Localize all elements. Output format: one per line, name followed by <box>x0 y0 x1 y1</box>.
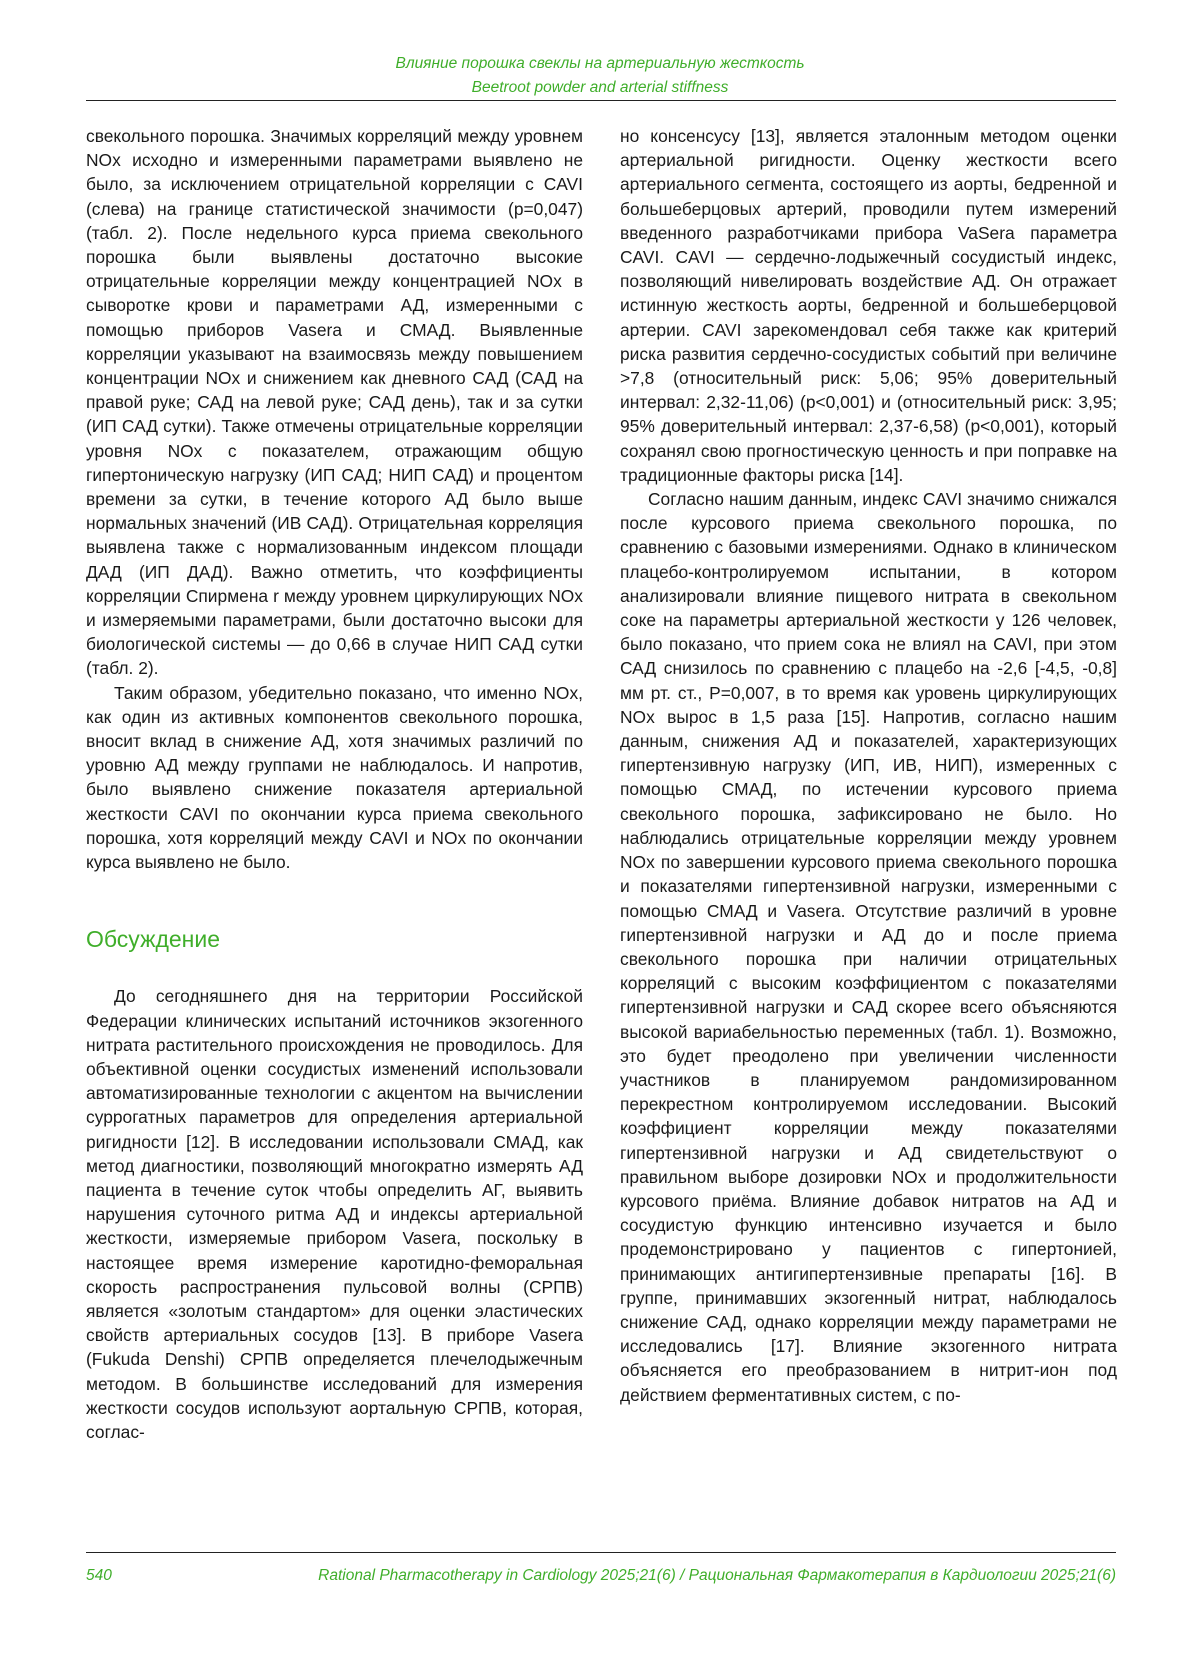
running-head-title-en: Beetroot powder and arterial stiffness <box>471 79 729 96</box>
body-paragraph: Таким образом, убедительно показано, что именно NOx, как один из активных компонентов свекольного порошка, вносит вклад в снижение АД, хотя значимых различий по уровню АД между группами не наблюдалось. И напротив, было выявлено снижение показателя артериальной жесткости CAVI по окончании курса приема свекольного порошка, хотя корреляций между CAVI и NOx по окончании курса выявлено не было. <box>86 682 583 873</box>
body-paragraph: свекольного порошка. Значимых корреляций между уровнем NOx исходно и измеренными параметрами выявлено не было, за исключением отрицательной корреляции с CAVI (слева) на границе статистической значимости (p=0,047) (табл. 2). После недельного курса приема свекольного порошка были выявлены достаточно высокие отрицательные корреляции между концентрацией NOx в сыворотке крови и параметрами АД, измеренными с помощью приборов Vasera и СМАД. Выявленные корреляции указывают на взаимосвязь между повышением концентрации NOx и снижением как дневного САД (САД на правой руке; САД на левой руке; САД день), так и за сутки (ИП САД сутки). Также отмечены отрицательные корреляции уровня NOx с показателем, отражающим общую гипертоническую нагрузку (ИП САД; НИП САД) и процентом времени за сутки, в течение которого АД было выше нормальных значений (ИВ САД). Отрицательная корреляция выявлена также с нормализованным индексом площади ДАД (ИП ДАД). Важно отметить, что коэффициенты корреляции Спирмена r между уровнем циркулирующих NOx и измеряемыми параметрами, были достаточно высоки для биологической системы — до 0,66 в случае НИП САД сутки (табл. 2). <box>86 126 583 679</box>
footer-rule <box>86 1552 1116 1553</box>
left-column <box>86 124 583 1444</box>
running-head-title-ru: Влияние порошка свеклы на артериальную жесткость <box>395 55 805 72</box>
section-heading-discussion: Обсуждение <box>86 926 221 953</box>
right-column <box>620 124 1117 1407</box>
body-paragraph: Согласно нашим данным, индекс CAVI значимо снижался после курсового приема свекольного порошка, по сравнению с базовыми измерениями. Однако в клиническом плацебо-контролируемом испытании, в котором анализировали влияние пищевого нитрата в свекольном соке на параметры артериальной жесткости у 126 человек, было показано, что прием сока не влиял на CAVI, при этом САД снизилось по сравнению с плацебо на -2,6 [-4,5, -0,8] мм рт. ст., P=0,007, в то время как уровень циркулирующих NOx вырос в 1,5 раза [15]. Напротив, согласно нашим данным, снижения АД и показателей, характеризующих гипертензивную нагрузку (ИП, ИВ, НИП), измеренных с помощью СМАД, по истечении курсового приема свекольного порошка, зафиксировано не было. Но наблюдались отрицательные корреляции между уровнем NOx по завершении курсового приема свекольного порошка и показателями гипертензивной нагрузки, измеренными с помощью СМАД и Vasera. Отсутствие различий в уровне гипертензивной нагрузки и АД до и после приема свекольного порошка при наличии отрицательных корреляций с высоким коэффициентом с показателями гипертензивной нагрузки и САД скорее всего объясняются высокой вариабельностью переменных (табл. 1). Возможно, это будет преодолено при увеличении численности участников в планируемом рандомизированном перекрестном контролируемом исследовании. Высокий коэффициент корреляции между показателями гипертензивной нагрузки и АД свидетельствуют о правильном выборе дозировки NOx и продолжительности курсового приёма. Влияние добавок нитратов на АД и сосудистую функцию интенсивно изучается и было продемонстрировано у пациентов с гипертонией, принимающих антигипертензивные препараты [16]. В группе, принимавших экзогенный нитрат, наблюдалось снижение САД, однако корреляции между параметрами не исследовались [17]. Влияние экзогенного нитрата объясняется его преобразованием в нитрит-ион под действием ферментативных систем, с по- <box>620 489 1117 1405</box>
header-rule <box>86 100 1116 101</box>
running-head <box>0 52 1200 100</box>
page-number: 540 <box>86 1567 112 1584</box>
body-paragraph: До сегодняшнего дня на территории Российской Федерации клинических испытаний источников экзогенного нитрата растительного происхождения не проводилось. Для объективной оценки сосудистых изменений использовали автоматизированные технологии с акцентом на вычислении суррогатных параметров для определения артериальной ригидности [12]. В исследовании использовали СМАД, как метод диагностики, позволяющий многократно измерять АД пациента в течение суток чтобы определить АГ, выявить нарушения суточного ритма АД и индексы артериальной жесткости, измеряемые прибором Vasera, поскольку в настоящее время измерение каротидно-феморальная скорость распространения пульсовой волны (СРПВ) является «золотым стандартом» для оценки эластических свойств артериальных сосудов [13]. В приборе Vasera (Fukuda Denshi) СРПВ определяется плечелодыжечным методом. В большинстве исследований для измерения жесткости сосудов используют аортальную СРПВ, которая, соглас- <box>86 986 583 1442</box>
body-paragraph: но консенсусу [13], является эталонным методом оценки артериальной ригидности. Оценку жесткости всего артериального сегмента, состоящего из аорты, бедренной и большеберцовых артерий, проводили путем измерений введенного разработчиками прибора VaSera параметра CAVI. CAVI — сердечно-лодыжечный сосудистый индекс, позволяющий нивелировать воздействие АД. Он отражает истинную жесткость аорты, бедренной и большеберцовой артерии. CAVI зарекомендовал себя также как критерий риска развития сердечно-сосудистых событий при величине >7,8 (относительный риск: 5,06; 95% доверительный интервал: 2,32-11,06) (p<0,001) и (относительный риск: 3,95; 95% доверительный интервал: 2,37-6,58) (p<0,001), который сохранял свою прогностическую ценность и при поправке на традиционные факторы риска [14]. <box>620 126 1117 485</box>
journal-citation: Rational Pharmacotherapy in Cardiology 2025;21(6) / Рациональная Фармакотерапия в Кардиологии 2025;21(6) <box>318 1567 1116 1584</box>
